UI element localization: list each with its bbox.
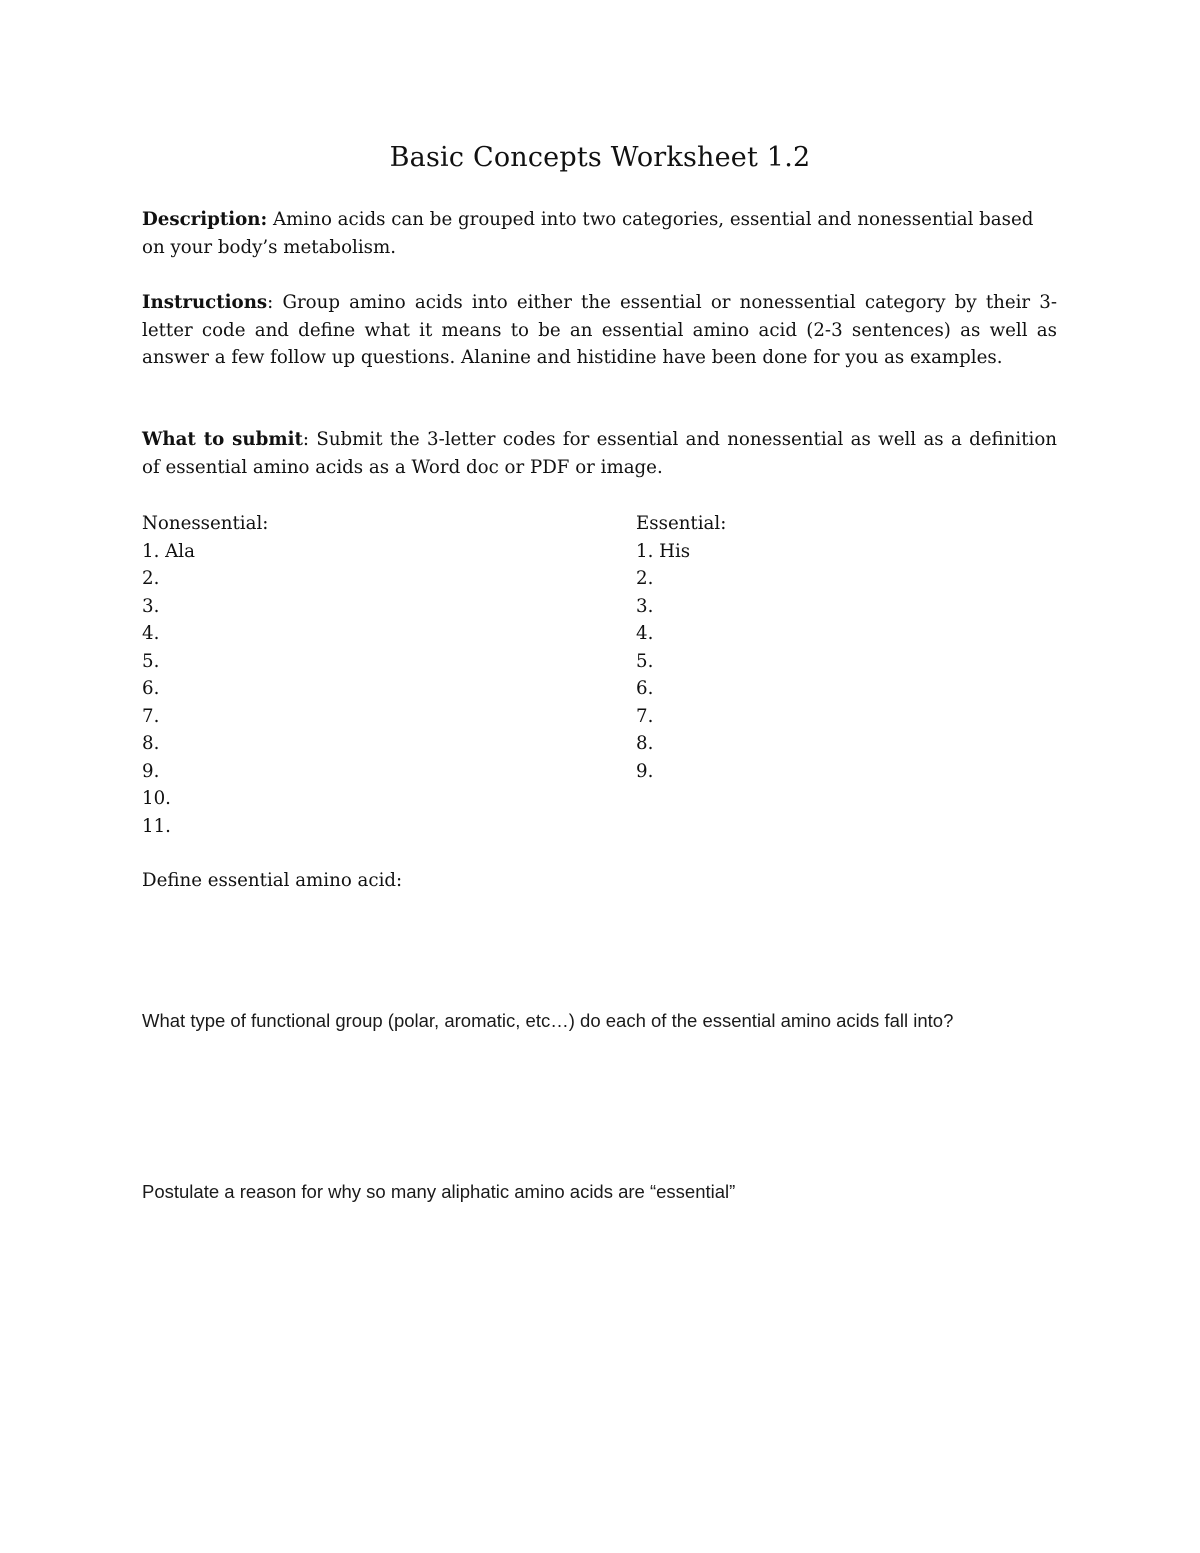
nonessential-item: 1. Ala [142, 540, 195, 562]
description-text: Amino acids can be grouped into two categories, essential and nonessential based on your body’s metabolism. [142, 209, 1034, 258]
nonessential-item: 6. [142, 678, 160, 699]
functional-group-question: What type of functional group (polar, aromatic, etc…) do each of the essential amino acids fall into? [142, 1010, 954, 1031]
essential-item: 4. [636, 623, 654, 644]
instructions-text: : Group amino acids into either the essential or nonessential category by their 3-letter code and define what it means to be an essential amino acid (2-3 sentences) as well as answer a few follow up questions. Alanine and histidine have been done for you as examples. [142, 292, 1057, 368]
worksheet-title: Basic Concepts Worksheet 1.2 [389, 142, 811, 173]
define-essential-prompt: Define essential amino acid: [142, 870, 403, 891]
what-to-submit-paragraph [142, 426, 1057, 481]
description-paragraph [142, 206, 1057, 261]
aliphatic-question: Postulate a reason for why so many aliphatic amino acids are “essential” [142, 1181, 736, 1202]
nonessential-item: 7. [142, 705, 160, 727]
essential-item: 9. [636, 760, 654, 782]
essential-item: 1. His [636, 540, 691, 562]
essential-list [636, 538, 1036, 786]
instructions-paragraph [142, 289, 1057, 372]
nonessential-item: 11. [142, 815, 171, 837]
essential-column [636, 510, 1036, 785]
essential-item: 5. [636, 650, 654, 672]
nonessential-heading: Nonessential: [142, 513, 269, 534]
nonessential-item: 10. [142, 788, 171, 809]
description-label: Description: [142, 209, 268, 230]
nonessential-item: 3. [142, 595, 160, 617]
what-to-submit-text: : Submit the 3-letter codes for essential and nonessential as well as a definition of essential amino acids as a Word doc or PDF or image. [142, 429, 1058, 478]
nonessential-column [142, 510, 542, 840]
essential-heading: Essential: [636, 513, 727, 534]
what-to-submit-label: What to submit [142, 429, 303, 450]
essential-item: 6. [636, 678, 654, 699]
nonessential-list [142, 538, 542, 841]
nonessential-item: 5. [142, 650, 160, 672]
nonessential-item: 2. [142, 568, 160, 589]
nonessential-item: 8. [142, 733, 160, 754]
nonessential-item: 9. [142, 760, 160, 782]
essential-item: 8. [636, 733, 654, 754]
essential-item: 7. [636, 705, 654, 727]
nonessential-item: 4. [142, 623, 160, 644]
essential-item: 2. [636, 568, 654, 589]
instructions-label: Instructions [142, 292, 268, 313]
essential-item: 3. [636, 595, 654, 617]
